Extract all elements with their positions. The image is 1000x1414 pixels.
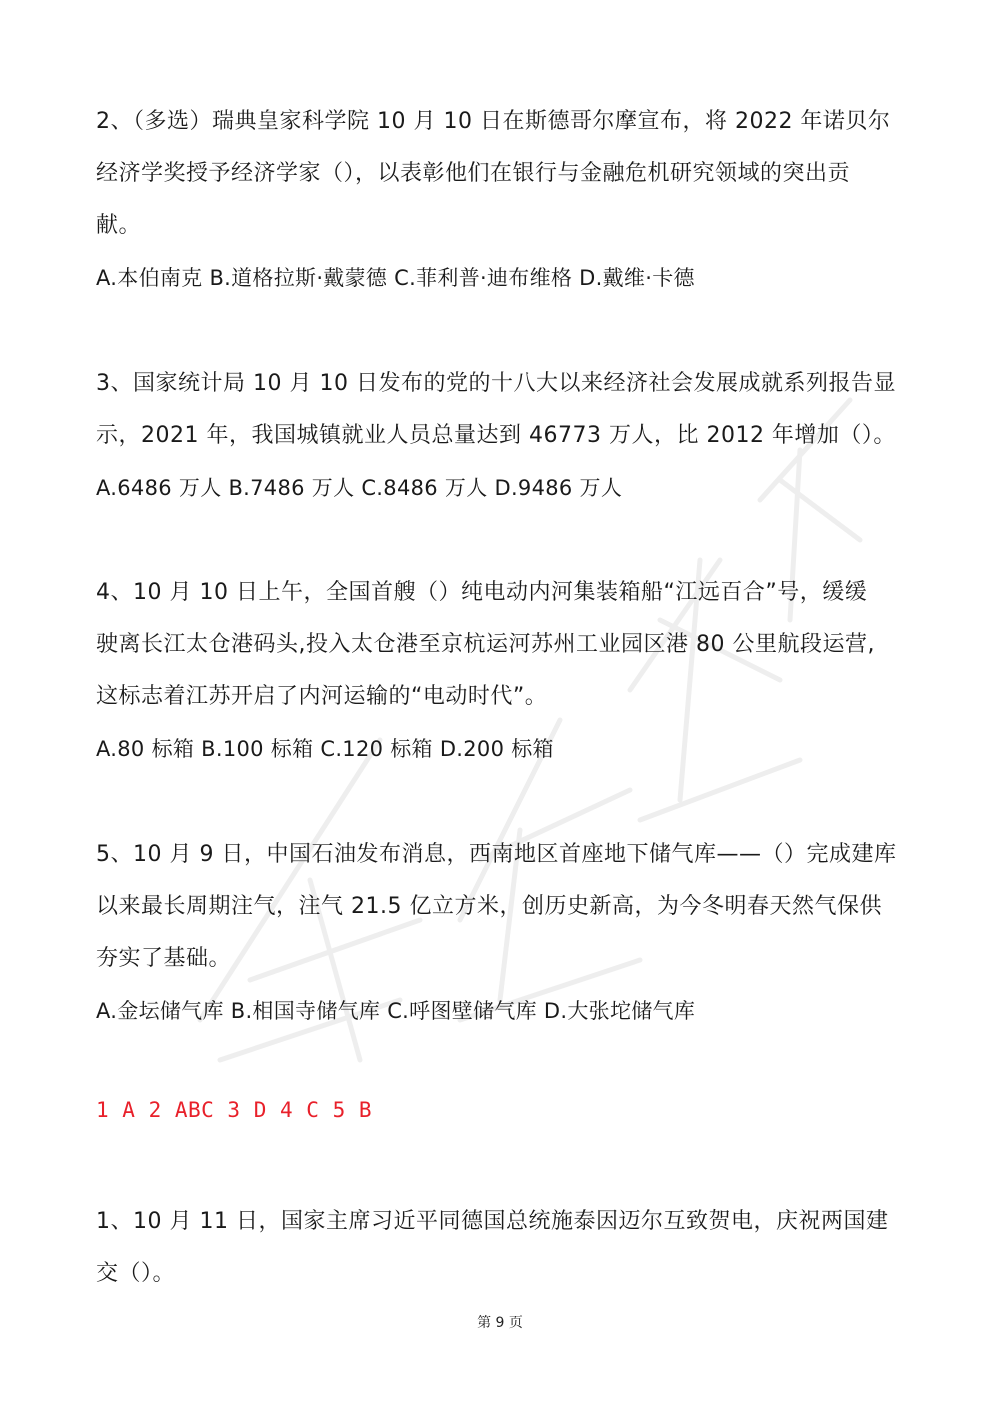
question-3-options: A.6486 万人 B.7486 万人 C.8486 万人 D.9486 万人	[96, 476, 623, 500]
question-2	[96, 96, 908, 304]
question-3-line-1: 3、国家统计局 10 月 10 日发布的党的十八大以来经济社会发展成就系列报告显	[96, 371, 896, 396]
answer-key: 1 A 2 ABC 3 D 4 C 5 B	[96, 1098, 373, 1122]
question-1-next	[96, 1196, 908, 1300]
question-4-line-3: 这标志着江苏开启了内河运输的“电动时代”。	[96, 684, 548, 709]
question-5-options: A.金坛储气库 B.相国寺储气库 C.呼图壁储气库 D.大张坨储气库	[96, 999, 696, 1023]
question-4	[96, 567, 908, 775]
question-3-line-2: 示，2021 年，我国城镇就业人员总量达到 46773 万人，比 2012 年增加（）。	[96, 423, 896, 448]
question-1-next-line-1: 1、10 月 11 日，国家主席习近平同德国总统施泰因迈尔互致贺电，庆祝两国建	[96, 1209, 889, 1234]
question-2-options: A.本伯南克 B.道格拉斯·戴蒙德 C.菲利普·迪布维格 D.戴维·卡德	[96, 266, 695, 290]
question-4-options: A.80 标箱 B.100 标箱 C.120 标箱 D.200 标箱	[96, 737, 554, 761]
question-1-next-line-2: 交（）。	[96, 1261, 176, 1286]
question-2-line-1: 2、（多选）瑞典皇家科学院 10 月 10 日在斯德哥尔摩宣布，将 2022 年诺贝尔	[96, 109, 891, 134]
question-5-line-2: 以来最长周期注气，注气 21.5 亿立方米，创历史新高，为今冬明春天然气保供	[96, 894, 882, 919]
question-2-line-2: 经济学奖授予经济学家（），以表彰他们在银行与金融危机研究领域的突出贡	[96, 161, 851, 186]
question-4-line-2: 驶离长江太仓港码头,投入太仓港至京杭运河苏州工业园区港 80 公里航段运营,	[96, 632, 875, 657]
question-5-line-3: 夯实了基础。	[96, 946, 232, 971]
question-4-line-1: 4、10 月 10 日上午，全国首艘（）纯电动内河集装箱船“江远百合”号，缓缓	[96, 580, 868, 605]
question-5	[96, 829, 908, 1037]
question-3	[96, 358, 908, 514]
question-5-line-1: 5、10 月 9 日，中国石油发布消息，西南地区首座地下储气库——（）完成建库	[96, 842, 897, 867]
page-number: 第 9 页	[477, 1315, 523, 1331]
question-2-line-3: 献。	[96, 213, 142, 238]
